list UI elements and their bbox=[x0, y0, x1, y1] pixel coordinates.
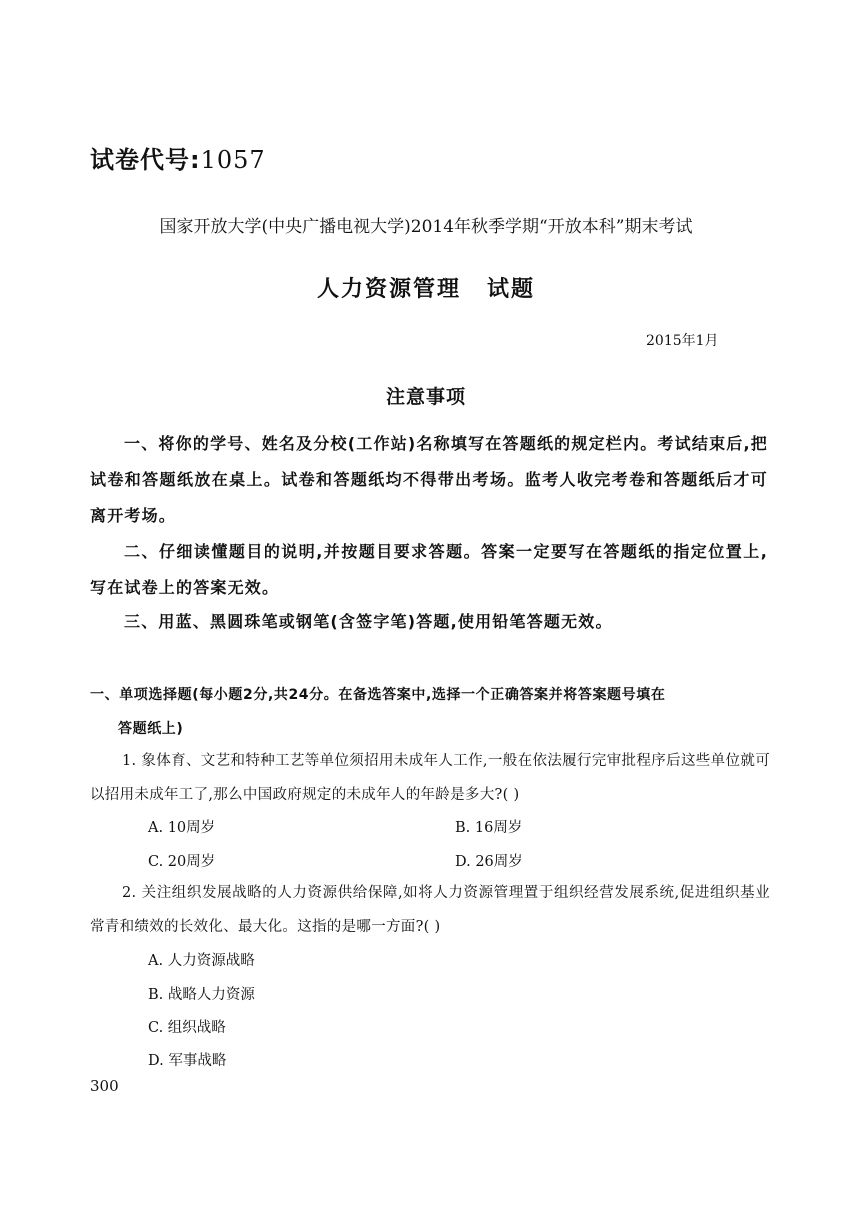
exam-code-value: 1057 bbox=[200, 146, 266, 174]
title-suffix: 试题 bbox=[487, 277, 536, 302]
section-heading-line1: 一、单项选择题(每小题2分,共24分。在备选答案中,选择一个正确答案并将答案题号填在 bbox=[90, 687, 666, 703]
question-1-option-b: B. 16周岁 bbox=[455, 820, 523, 836]
question-2-option-d: D. 军事战略 bbox=[148, 1053, 227, 1069]
question-2-option-b: B. 战略人力资源 bbox=[148, 987, 255, 1003]
question-1-option-d: D. 26周岁 bbox=[455, 854, 523, 870]
question-2-text: 2. 关注组织发展战略的人力资源供给保障,如将人力资源管理置于组织经营发展系统,促进组织基业常青和绩效的长效化、最大化。这指的是哪一方面?( ) bbox=[90, 885, 770, 935]
notice-item-3: 三、用蓝、黑圆珠笔或钢笔(含签字笔)答题,使用铅笔答题无效。 bbox=[124, 612, 613, 631]
exam-date: 2015年1月 bbox=[646, 333, 719, 349]
question-1-text: 1. 象体育、文艺和特种工艺等单位须招用未成年人工作,一般在依法履行完审批程序后这些单位就可以招用未成年工了,那么中国政府规定的未成年人的年龄是多大?( ) bbox=[90, 753, 770, 803]
section-heading bbox=[90, 678, 780, 746]
exam-code-label: 试卷代号: bbox=[90, 146, 201, 174]
exam-code bbox=[90, 140, 266, 175]
page-title bbox=[0, 272, 852, 303]
university-line: 国家开放大学(中央广播电视大学)2014年秋季学期“开放本科”期末考试 bbox=[159, 217, 693, 237]
question-1-option-c: C. 20周岁 bbox=[148, 854, 216, 870]
page-number: 300 bbox=[90, 1077, 119, 1095]
question-2-option-c: C. 组织战略 bbox=[148, 1020, 226, 1036]
notice-item-1: 一、将你的学号、姓名及分校(工作站)名称填写在答题纸的规定栏内。考试结束后,把试卷和答题纸放在桌上。试卷和答题纸均不得带出考场。监考人收完考卷和答题纸后才可离开考场。 bbox=[90, 434, 768, 525]
notice-item-2: 二、仔细读懂题目的说明,并按题目要求答题。答案一定要写在答题纸的指定位置上,写在试卷上的答案无效。 bbox=[90, 542, 768, 597]
question-1-option-a: A. 10周岁 bbox=[148, 820, 216, 836]
section-heading-line2: 答题纸上) bbox=[118, 721, 184, 737]
question-2-option-a: A. 人力资源战略 bbox=[148, 953, 255, 969]
title-main: 人力资源管理 bbox=[316, 277, 461, 302]
notice-heading: 注意事项 bbox=[385, 386, 466, 408]
